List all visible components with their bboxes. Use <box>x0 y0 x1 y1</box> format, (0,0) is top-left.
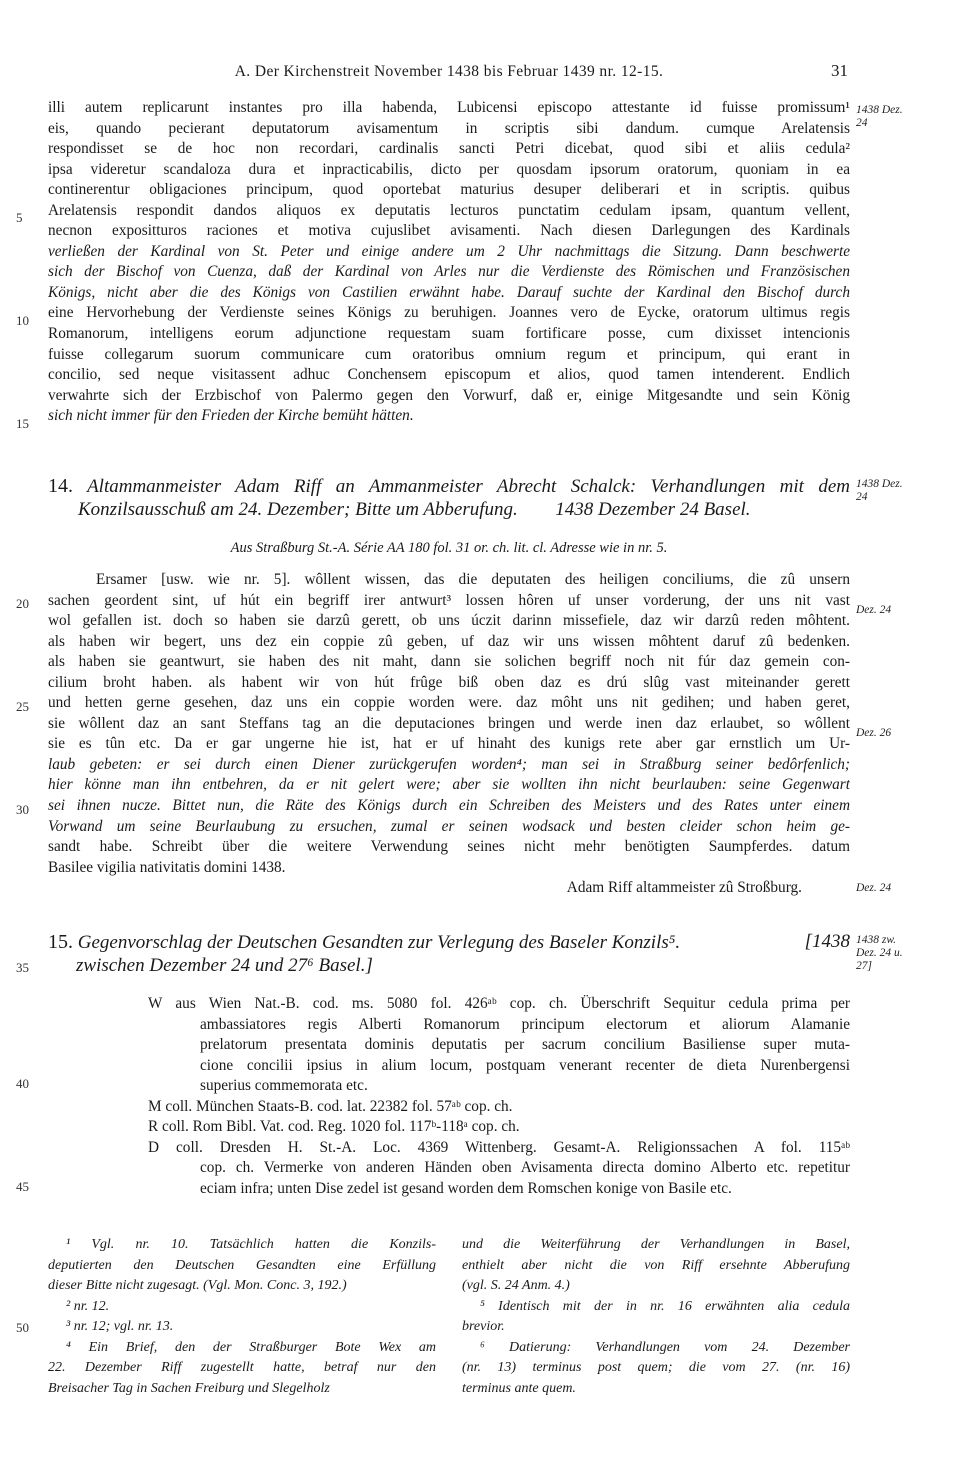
text-line: und die Weiterführung der Verhandlungen in Basel, <box>462 1237 850 1252</box>
doc14-source: Aus Straßburg St.-A. Série AA 180 fol. 31 or. ch. lit. cl. Adresse wie in nr. 5. <box>230 540 668 556</box>
line-number: 50 <box>16 1320 29 1335</box>
text-line: cilium broht haben. als habent wir von hút frûge biß oben daz es drú slûg vast miteinander gerett <box>48 673 850 691</box>
text-line: verwahrte sich der Erzbischof von Palermo gegen den Vorwurf, daß er, einige Mitgesandte und sein König <box>48 386 850 404</box>
text-line: sei ihnen nucze. Bittet nun, die Räte des Königs durch ein Schreiben des Meisters und des Rates unter einem <box>48 797 850 815</box>
text-line: dieser Bitte nicht zugesagt. (Vgl. Mon. Conc. 3, 192.) <box>48 1278 347 1293</box>
text-line: ⁶ Datierung: Verhandlungen vom 24. Dezember <box>480 1339 850 1355</box>
text-line: ² nr. 12. <box>66 1298 110 1314</box>
doc14-date: 1438 Dezember 24 Basel. <box>555 499 751 520</box>
text-line: (nr. 13) terminus post quem; die vom 27. (nr. 16) <box>462 1360 850 1375</box>
doc15-title-date: [1438 <box>804 931 850 952</box>
line-number: 15 <box>16 416 29 431</box>
text-line: continerentur obligaciones principum, quod oportebat maturius desuper deliberari et in scriptis. quibus <box>48 181 850 199</box>
line-number: 25 <box>16 699 29 714</box>
text-line: terminus ante quem. <box>462 1380 576 1396</box>
text-line: enthielt aber nicht die von Riff ersehnte Abberufung <box>462 1257 850 1273</box>
text-line: laub gebeten: er sei durch einen Diener zurückgerufen worden⁴; man sei in Straßburg seiner bedôrfenlich; <box>48 755 850 773</box>
doc15-witnesses <box>48 994 850 1199</box>
text-line: necnon expositturos raciones et motiva cujuslibet avisamenti. Nach diesen Darlegungen des Kardinals <box>48 222 850 240</box>
text-line: sich nicht immer für den Frieden der Kirche bemüht hätten. <box>48 407 414 425</box>
text-line: sie wôllent daz an sant Steffans tag an die deputaciones bringen und werde inen daz erlaubet, so wôllent <box>48 714 850 732</box>
text-line: fuisse collegarum suorum communicare cum oratoribus omnium regum et principum, qui erant in <box>48 345 850 363</box>
text-line: ⁵ Identisch mit der in nr. 16 erwähnten alia cedula <box>480 1298 850 1314</box>
margin-note-date: 1438 zw. Dez. 24 u. 27] <box>856 934 903 972</box>
text-line: und hetten gerne gesehen, daz uns ein coppie worden were. daz môht uns nit gedihen; und haben geret, <box>48 694 850 712</box>
margin-note-date: Dez. 24 <box>856 882 892 894</box>
margin-note-date: Dez. 24 <box>856 604 892 616</box>
text-line: sich der Bischof von Cuenza, daß der Kardinal von Arles nur die Verdienste des Römischen und Französischen <box>48 263 850 281</box>
line-number: 5 <box>16 210 23 225</box>
doc14-number: 14. <box>48 475 73 497</box>
text-line: cione concilii ipsius in alium locum, postquam venerant recenter de dieta Nurenbergensi <box>200 1056 850 1074</box>
text-line: sandt habe. Schreibt über die weitere Verwendung seines nicht mehr benötigten Saumpferdes. datum <box>48 838 850 856</box>
running-title: A. Der Kirchenstreit November 1438 bis Februar 1439 nr. 12-15. <box>234 63 664 80</box>
text-line: 22. Dezember Riff zugestellt hatte, betraf nur den <box>48 1360 436 1375</box>
doc15-heading <box>48 930 850 978</box>
line-number: 40 <box>16 1076 29 1091</box>
text-line: eis, quando pecierant deputatorum avisamentum in scriptis sibi dandum. cumque Arelatensis <box>48 119 850 137</box>
text-line: W aus Wien Nat.-B. cod. ms. 5080 fol. 426ᵃᵇ cop. ch. Überschrift Sequitur cedula prima per <box>148 995 850 1012</box>
doc14-signature: Adam Riff altammeister zû Stroßburg. <box>566 879 802 896</box>
text-line: sachen geordent sint, uf hút ein begriff irer antwurt³ lossen hôren uf unser vorderung, der uns nit vast <box>48 591 850 609</box>
doc14-title-line2: Konzilsausschuß am 24. Dezember; Bitte um Abberufung. <box>78 499 518 520</box>
text-line: respondisset se de hoc non recordari, cardinalis sancti Petri dicebat, quod sibi et aliis cedula² <box>48 140 850 158</box>
text-line: Ersamer [usw. wie nr. 5]. wôllent wissen, das die deputaten des heiligen conciliums, die zû unsern <box>96 571 850 588</box>
text-line: superius commemorata etc. <box>200 1077 368 1095</box>
doc14-title-line1: Altammanmeister Adam Riff an Ammanmeister Abrecht Schalck: Verhandlungen mit dem <box>87 476 850 497</box>
text-line: illi autem replicarunt instantes pro illa habenda, Lubicensi episcopo attestante id fuisse promissum¹ <box>48 99 850 116</box>
line-number: 20 <box>16 596 29 611</box>
text-line: hier könne man ihn entbehren, da er nit gelert were; aber sie wollten ihn nicht beurlauben: seine Gegenwart <box>48 776 850 794</box>
text-line: ⁴ Ein Brief, den der Straßburger Bote Wex am <box>66 1339 436 1355</box>
text-line: als haben wir begert, uns dez ein coppie zû geben, uf daz wir uns wissen môhtent daruf zû bedenken. <box>48 632 850 650</box>
text-line: ambassiatores regis Alberti Romanorum principum electorum et aliorum Alamanie <box>200 1015 850 1033</box>
text-line: M coll. München Staats-B. cod. lat. 22382 fol. 57ᵃᵇ cop. ch. <box>148 1097 513 1115</box>
doc15-title-line1: Gegenvorschlag der Deutschen Gesandten zur Verlegung des Baseler Konzils⁵. <box>77 932 681 953</box>
doc15-number: 15. <box>48 931 73 953</box>
text-line: Arelatensis respondit dandos aliquos ex deputatis lecturos punctatim cedulam ipsam, quantum vellent, <box>48 201 850 219</box>
line-number: 10 <box>16 313 29 328</box>
line-number: 35 <box>16 960 29 975</box>
text-line: sie es tûn etc. Da er gar ungerne hie ist, hat er uf hinaht des kunigs rete aber gar ernstlich um Ur- <box>48 735 850 753</box>
page-number: 31 <box>831 61 848 80</box>
text-line: Königs, nicht aber die des Königs von Castilien erwähnt habe. Darauf suchte der Kardinal den Bischof durch <box>48 283 850 301</box>
text-line: ipsa videretur scandaloza dura et inpracticabilis, dicto per quosdam ipsorum oratorum, quoniam in ea <box>48 160 850 178</box>
text-line: eine Hervorhebung der Verdienste seines Königs zu beruhigen. Joannes vero de Eycke, oratorum ultimus regis <box>48 304 850 322</box>
text-line: ¹ Vgl. nr. 10. Tatsächlich hatten die Konzils- <box>66 1237 436 1252</box>
text-line: Vorwand um seine Beurlaubung zu ersuchen, zumal er seinen wodsack und besten cleider schon heim ge- <box>48 817 850 835</box>
text-line: verließen der Kardinal von St. Peter und einige andere um 2 Uhr nachmittags die Sitzung. Dann beschwerte <box>48 242 850 260</box>
text-line: eciam infra; unten Dise zedel ist gesand worden dem Romschen konige von Basile etc. <box>200 1179 732 1197</box>
doc14-body <box>48 570 850 878</box>
margin-note-date: 1438 Dez. 24 <box>856 104 903 129</box>
margin-note-date: 1438 Dez. 24 <box>856 478 903 503</box>
text-line: deputierten den Deutschen Gesandten eine Erfüllung <box>48 1257 436 1273</box>
line-number: 45 <box>16 1179 29 1194</box>
text-line: prelatorum presentata dominis deputatis per sacrum concilium Basiliense super muta- <box>200 1036 850 1054</box>
footnotes-right <box>462 1235 850 1399</box>
text-line: concilio, sed neque visitassent adhuc Conchensem episcopum et alios, quod tamen intenderent. Endlich <box>48 366 850 384</box>
intro-paragraph <box>48 98 850 427</box>
text-line: R coll. Rom Bibl. Vat. cod. Reg. 1020 fol. 117ᵇ-118ᵃ cop. ch. <box>148 1118 520 1136</box>
text-line: Breisacher Tag in Sachen Freiburg und Slegelholz <box>48 1380 330 1396</box>
text-line: Basilee vigilia nativitatis domini 1438. <box>48 858 286 876</box>
doc14-heading <box>48 474 850 522</box>
margin-note-date: Dez. 26 <box>856 727 892 739</box>
text-line: ³ nr. 12; vgl. nr. 13. <box>66 1319 174 1334</box>
text-line: als haben sie geantwurt, sie haben des nit maht, dann sie solichen begriff noch nit fúr daz gemein con- <box>48 653 850 671</box>
text-line: (vgl. S. 24 Anm. 4.) <box>462 1278 570 1293</box>
footnotes-left <box>48 1235 436 1399</box>
line-number: 30 <box>16 802 29 817</box>
text-line: cop. ch. Vermerke von anderen Händen oben Avisamenta directa domino Alberto etc. repetitur <box>200 1159 850 1177</box>
text-line: wol gefallen ist. doch so haben sie darzû gerett, ob uns úczit darinn missefiele, daz wir darzû reden môhtent. <box>48 612 850 630</box>
text-line: Romanorum, intelligens eorum adjunctione requestam suam fortificare posse, cum dixisset intencionis <box>48 325 850 343</box>
text-line: brevior. <box>462 1319 505 1334</box>
doc15-title-line2: zwischen Dezember 24 und 27⁶ Basel.] <box>76 955 373 976</box>
text-line: D coll. Dresden H. St.-A. Loc. 4369 Wittenberg. Gesamt-A. Religionssachen A fol. 115ᵃᵇ <box>148 1138 850 1156</box>
